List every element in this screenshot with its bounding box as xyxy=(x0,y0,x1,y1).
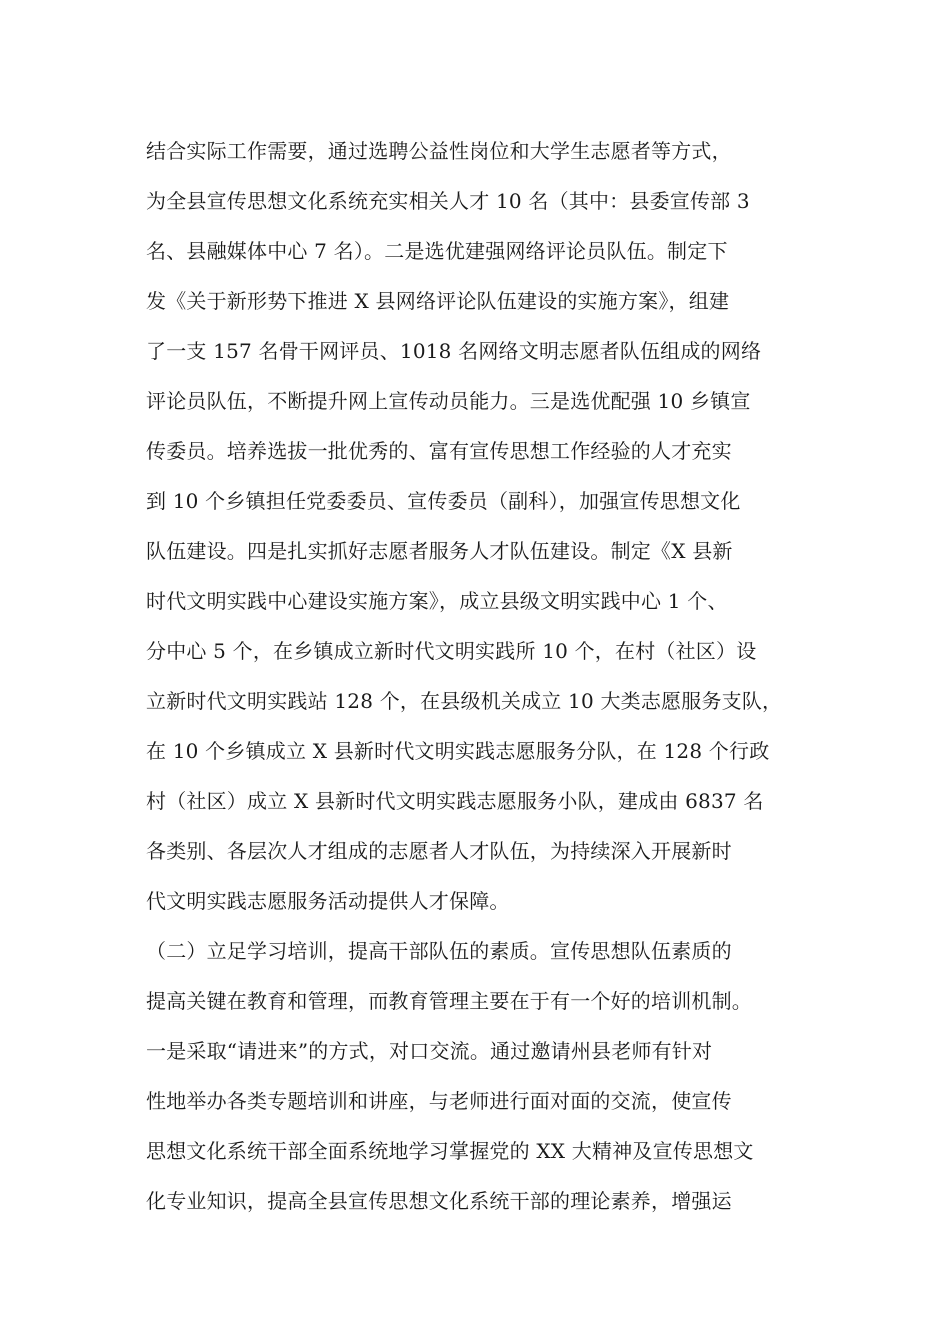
text-line: 一是采取“请进来”的方式，对口交流。通过邀请州县老师有针对 xyxy=(146,1039,713,1063)
text-line: 思想文化系统干部全面系统地学习掌握党的 XX 大精神及宣传思想文 xyxy=(146,1139,754,1163)
text-line: 性地举办各类专题培训和讲座，与老师进行面对面的交流，使宣传 xyxy=(146,1089,732,1113)
text-line: 结合实际工作需要，通过选聘公益性岗位和大学生志愿者等方式， xyxy=(146,139,732,163)
text-line: 到 10 个乡镇担任党委委员、宣传委员（副科），加强宣传思想文化 xyxy=(146,489,741,513)
text-line: 评论员队伍，不断提升网上宣传动员能力。三是选优配强 10 乡镇宣 xyxy=(146,389,751,413)
text-line: 各类别、各层次人才组成的志愿者人才队伍，为持续深入开展新时 xyxy=(146,839,732,863)
text-line: 时代文明实践中心建设实施方案》，成立县级文明实践中心 1 个、 xyxy=(146,589,728,613)
text-line: 在 10 个乡镇成立 X 县新时代文明实践志愿服务分队，在 128 个行政 xyxy=(146,739,770,763)
text-line: 立新时代文明实践站 128 个，在县级机关成立 10 大类志愿服务支队， xyxy=(146,689,783,713)
text-line: 村（社区）成立 X 县新时代文明实践志愿服务小队，建成由 6837 名 xyxy=(146,789,764,813)
section-heading-line: （二）立足学习培训，提高干部队伍的素质。宣传思想队伍素质的 xyxy=(146,939,732,963)
text-line: 代文明实践志愿服务活动提供人才保障。 xyxy=(146,889,510,913)
text-line: 名、县融媒体中心 7 名）。二是选优建强网络评论员队伍。制定下 xyxy=(146,239,728,263)
text-line: 传委员。培养选拔一批优秀的、富有宣传思想工作经验的人才充实 xyxy=(146,439,732,463)
text-line: 队伍建设。四是扎实抓好志愿者服务人才队伍建设。制定《X 县新 xyxy=(146,539,733,563)
text-line: 分中心 5 个，在乡镇成立新时代文明实践所 10 个，在村（社区）设 xyxy=(146,639,757,663)
text-line: 了一支 157 名骨干网评员、1018 名网络文明志愿者队伍组成的网络 xyxy=(146,339,762,363)
text-line: 化专业知识，提高全县宣传思想文化系统干部的理论素养，增强运 xyxy=(146,1189,732,1213)
text-line: 发《关于新形势下推进 X 县网络评论队伍建设的实施方案》，组建 xyxy=(146,289,730,313)
text-line: 提高关键在教育和管理，而教育管理主要在于有一个好的培训机制。 xyxy=(146,989,752,1013)
text-line: 为全县宣传思想文化系统充实相关人才 10 名（其中：县委宣传部 3 xyxy=(146,189,750,213)
